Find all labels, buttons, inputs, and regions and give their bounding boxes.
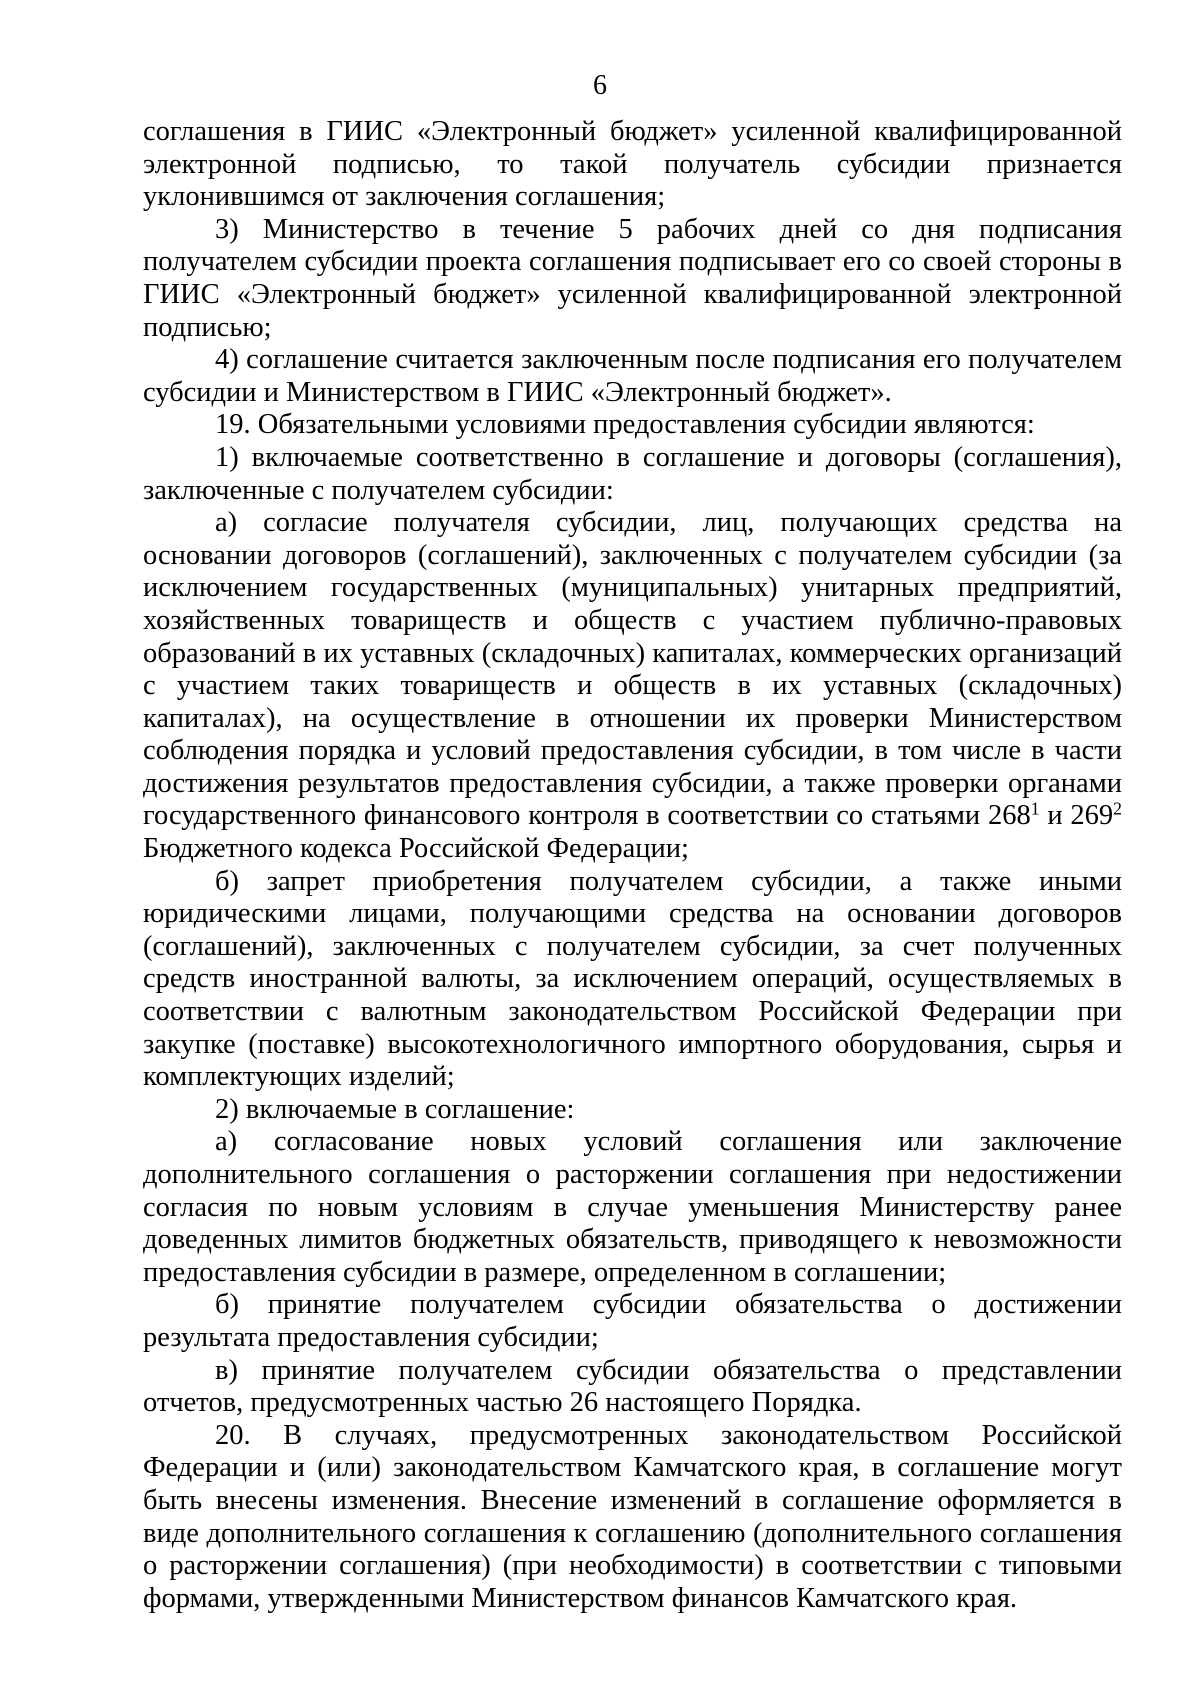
page-number: 6 (593, 70, 607, 101)
paragraph-19-item-2: 2) включаемые в соглашение: (215, 1093, 575, 1125)
superscript: 1 (1030, 798, 1040, 819)
paragraph-item-4: 4) соглашение считается заключенным после подписания его получателем субсидии и Министерством в ГИИС «Электронный бюджет». (143, 344, 1122, 408)
text-segment: а) согласие получателя субсидии, лиц, получающих средства на основании договоров (соглашений), заключенных с получателем субсидии (за исключением государственных (муниципальных) унитарных предприятий, хозяйственных товариществ и обществ с участием публично-правовых образований в их уставных (складочных) капиталах, коммерческих организаций с участием таких товариществ и обществ в их уставных (складочных) капиталах), на осуществление в отношении их проверки Министерством соблюдения порядка и условий предоставления субсидии, в том числе в части достижения результатов предоставления субсидии, а также проверки органами государственного финансового контроля в соответствии со статьями 268 (143, 507, 1122, 832)
text-segment: Бюджетного кодекса Российской Федерации; (143, 833, 689, 865)
paragraph-19-2-a: а) согласование новых условий соглашения или заключение дополнительного соглашения о расторжении соглашения при недостижении согласия по новым условиям в случае уменьшения Министерству ранее доведенных лимитов бюджетных обязательств, приводящего к невозможности предоставления субсидии в размере, определенном в соглашении; (143, 1126, 1122, 1288)
paragraph-19-2-v: в) принятие получателем субсидии обязательства о представлении отчетов, предусмотренных частью 26 настоящего Порядка. (143, 1354, 1122, 1419)
superscript: 2 (1113, 798, 1122, 819)
text-segment: и 269 (1039, 800, 1114, 832)
paragraph-19-1-a (143, 507, 1122, 866)
document-body (143, 116, 1122, 1615)
paragraph-19-1-b: б) запрет приобретения получателем субсидии, а также иными юридическими лицами, получающими средства на основании договоров (соглашений), заключенных с получателем субсидии, за счет полученных средств иностранной валюты, за исключением операций, осуществляемых в соответствии с валютным законодательством Российской Федерации при закупке (поставке) высокотехнологичного импортного оборудования, сырья и комплектующих изделий; (143, 865, 1122, 1093)
paragraph-19-item-1: 1) включаемые соответственно в соглашение и договоры (соглашения), заключенные с получателем субсидии: (143, 441, 1122, 506)
paragraph-item-3: 3) Министерство в течение 5 рабочих дней со дня подписания получателем субсидии проекта соглашения подписывает его со своей стороны в ГИИС «Электронный бюджет» усиленной квалифицированной электронной подписью; (143, 213, 1122, 343)
paragraph-19-2-b: б) принятие получателем субсидии обязательства о достижении результата предоставления субсидии; (143, 1289, 1122, 1353)
paragraph-continuation: соглашения в ГИИС «Электронный бюджет» усиленной квалифицированной электронной подписью, то такой получатель субсидии признается уклонившимся от заключения соглашения; (143, 116, 1122, 213)
paragraph-section-20: 20. В случаях, предусмотренных законодательством Российской Федерации и (или) законодательством Камчатского края, в соглашение могут быть внесены изменения. Внесение изменений в соглашение оформляется в виде дополнительного соглашения к соглашению (дополнительного соглашения о расторжении соглашения) (при необходимости) в соответствии с типовыми формами, утвержденными Министерством финансов Камчатского края. (143, 1419, 1122, 1614)
paragraph-section-19: 19. Обязательными условиями предоставления субсидии являются: (215, 409, 1035, 441)
